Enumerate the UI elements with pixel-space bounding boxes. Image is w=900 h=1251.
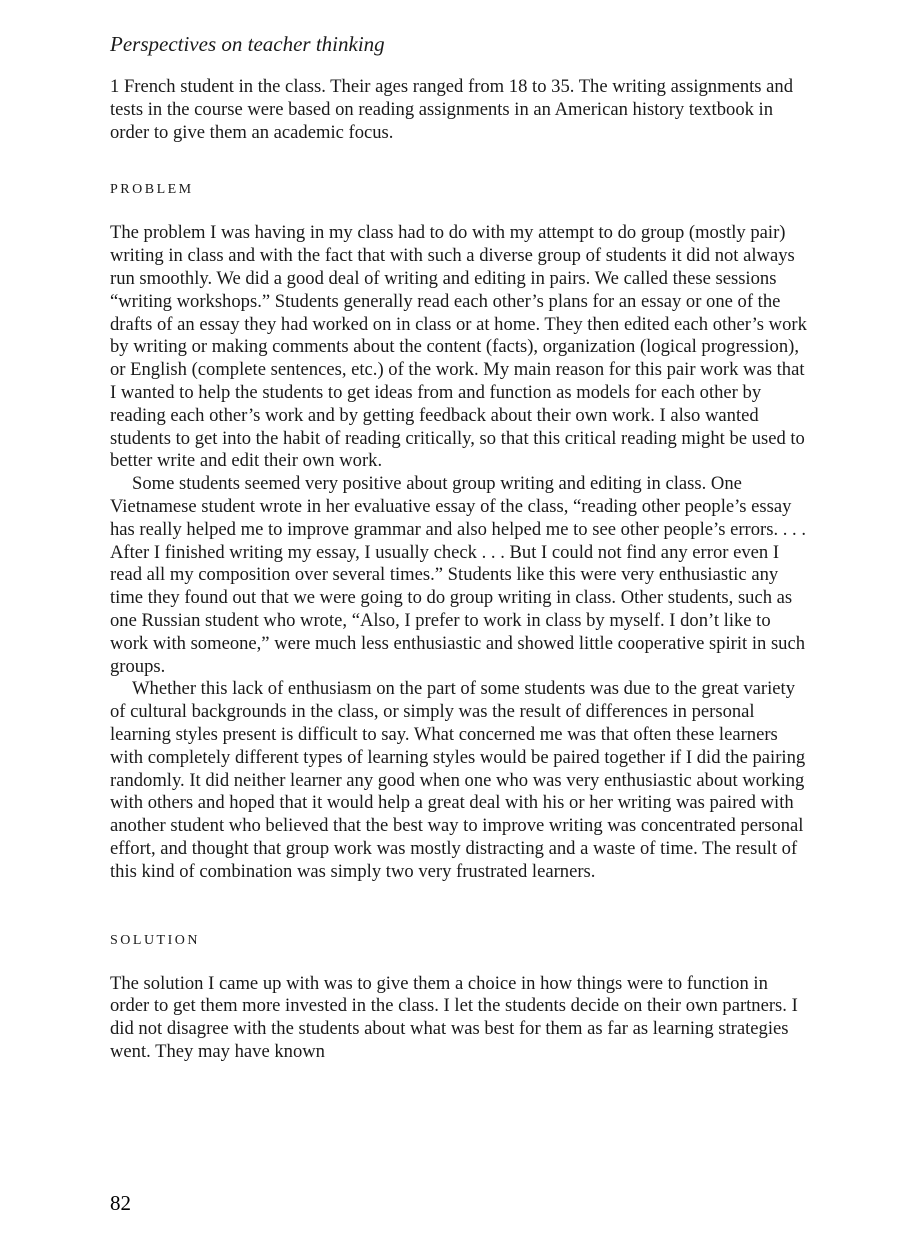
- problem-paragraph-2: Some students seemed very positive about group writing and editing in class. One Vietnamese student wrote in her evaluative essay of the class, “reading other people’s essay has really helped me to improve grammar and also helped me to see other people’s errors. . . . After I finished writing my essay, I usually check . . . But I could not find any error even I read all my composition over several times.” Students like this were very enthusiastic any time they found out that we were going to do group writing in class. Other students, such as one Russian student who wrote, “Also, I prefer to work in class by myself. I don’t like to work with someone,” were much less enthusiastic and showed little cooperative spirit in such groups.: [110, 473, 807, 677]
- problem-paragraph-1: The problem I was having in my class had to do with my attempt to do group (mostly pair) writing in class and with the fact that with such a diverse group of students it did not always run smoothly. We did a good deal of writing and editing in pairs. We called these sessions “writing workshops.” Students generally read each other’s plans for an essay or one of the drafts of an essay they had worked on in class or at home. They then edited each other’s work by writing or making comments about the content (facts), organization (logical progression), or English (complete sentences, etc.) of the work. My main reason for this pair work was that I wanted to help the students to get ideas from and function as models for each other by reading each other’s work and by getting feedback about their own work. I also wanted students to get into the habit of reading critically, so that this critical reading might be used to better write and edit their own work.: [110, 222, 807, 472]
- solution-paragraph-1: The solution I came up with was to give them a choice in how things were to function in order to get them more invested in the class. I let the students decide on their own partners. I did not disagree with the students about what was best for them as far as learning strategies went. They may have known: [110, 972, 798, 1062]
- page-number: 82: [110, 1191, 131, 1215]
- running-head: Perspectives on teacher thinking: [110, 32, 385, 56]
- problem-paragraph-3: Whether this lack of enthusiasm on the part of some students was due to the great variety of cultural backgrounds in the class, or simply was the result of differences in personal learning styles present is difficult to say. What concerned me was that often these learners with completely different types of learning styles would be paired together if I did the pairing randomly. It did neither learner any good when one who was very enthusiastic about working with others and hoped that it would help a great deal with his or her writing was paired with another student who believed that the best way to improve writing was concentrated personal effort, and thought that group work was mostly distracting and a waste of time. The result of this kind of combination was simply two very frustrated learners.: [110, 678, 806, 882]
- problem-heading: PROBLEM: [110, 182, 194, 198]
- intro-paragraph: 1 French student in the class. Their ages ranged from 18 to 35. The writing assignments and tests in the course were based on reading assignments in an American history textbook in order to give them an academic focus.: [110, 76, 794, 143]
- solution-heading: SOLUTION: [110, 932, 200, 948]
